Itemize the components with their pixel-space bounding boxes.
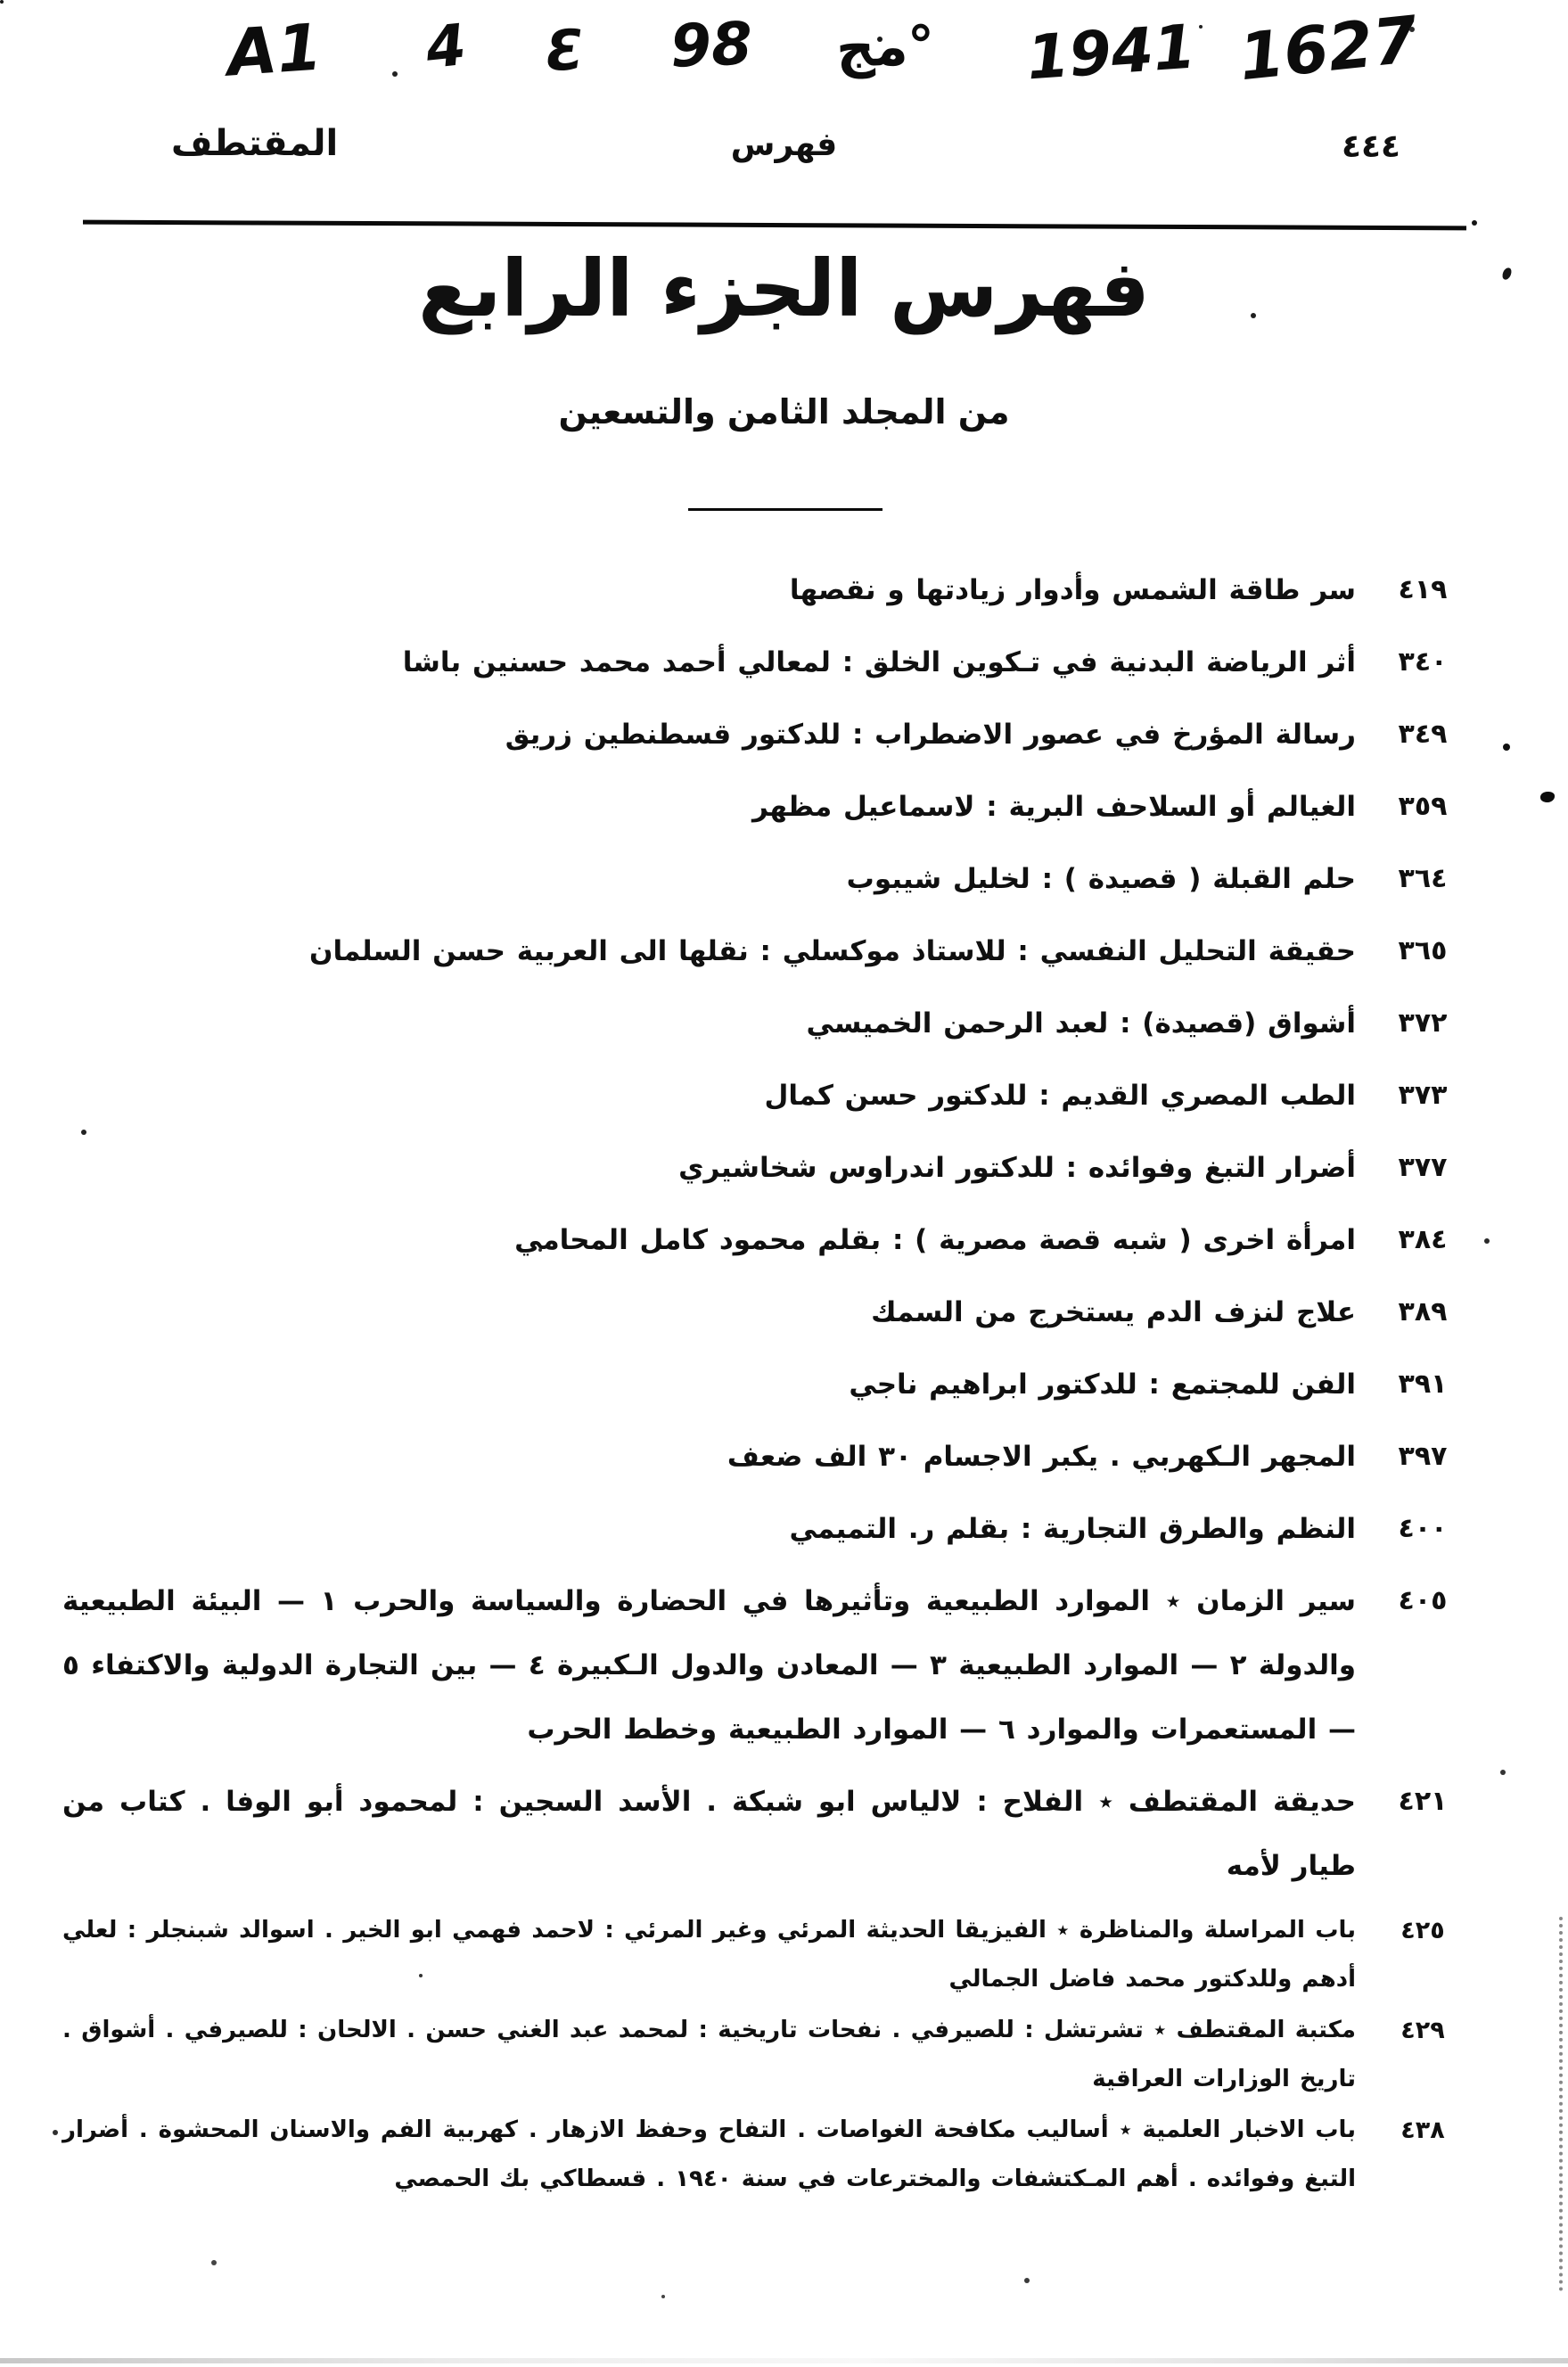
- scan-edge-artifact: [1559, 1917, 1563, 2291]
- table-of-contents: [62, 558, 1490, 2206]
- index-title: فهرس الجزء الرابع: [418, 242, 1150, 334]
- toc-entry-title: الغيالم أو السلاحف البرية : لاسماعيل مظهر: [752, 791, 1356, 823]
- toc-entry-title: سير الزمان ٭ الموارد الطبيعية وتأثيرها في الحضارة والسياسة والحرب ١ — البيئة الطبيعية والدولة ٢ — الموارد الطبيعية ٣ — المعادن والدول الـكبيرة ٤ — بين التجارة الدولية والاكتفاء ٥ — المستعمرات والموارد ٦ — الموارد الطبيعية وخطط الحرب: [62, 1585, 1356, 1746]
- toc-entry: [62, 1280, 1490, 1344]
- toc-entry-page-number: ٤٠٥: [1398, 1585, 1448, 1616]
- toc-entry-page-number: ٣٧٧: [1398, 1152, 1448, 1183]
- handwritten-item: A1: [225, 9, 324, 91]
- toc-entry: [62, 1906, 1490, 2004]
- toc-entry-page-number: ٤٢١: [1398, 1786, 1448, 1817]
- toc-entry: [62, 2006, 1490, 2104]
- toc-entry-page-number: ٣٧٣: [1398, 1080, 1448, 1111]
- toc-entry: [62, 1770, 1490, 1898]
- toc-entry-title: سر طاقة الشمس وأدوار زيادتها و نقصها: [789, 574, 1356, 606]
- toc-entry-page-number: ٣٤٠: [1398, 646, 1448, 678]
- toc-entry-title: مكتبة المقتطف ٭ تشرتشل : للصيرفي . نفحات تاريخية : لمحمد عبد الغني حسن . الالحان : للصيرفي . أشواق . تاريخ الوزارات العراقية: [62, 2017, 1356, 2092]
- header-rule: [83, 220, 1466, 231]
- toc-entry: [62, 703, 1490, 767]
- handwritten-item: مج°: [834, 14, 936, 80]
- toc-entry-title: باب المراسلة والمناظرة ٭ الفيزيقا الحديثة المرئي وغير المرئي : لاحمد فهمي ابو الخير . اسوالد شبنجلر : لعلي أدهم وللدكتور محمد فاضل الجمالي: [62, 1917, 1356, 1993]
- toc-entry-title: رسالة المؤرخ في عصور الاضطراب : للدكتور قسطنطين زريق: [505, 719, 1356, 751]
- toc-entry: [62, 1569, 1490, 1762]
- handwritten-item: 4: [423, 12, 470, 83]
- toc-entry-page-number: ٤١٩: [1398, 574, 1448, 605]
- toc-entry: [62, 1352, 1490, 1417]
- toc-entry-page-number: ٣٧٢: [1398, 1007, 1448, 1039]
- toc-entry-title: الطب المصري القديم : للدكتور حسن كمال: [764, 1080, 1356, 1112]
- toc-entry-title: أضرار التبغ وفوائده : للدكتور اندراوس شخاشيري: [678, 1152, 1356, 1184]
- toc-entry-page-number: ٣٦٥: [1398, 935, 1448, 966]
- header-page-number: ٤٤٤: [1342, 128, 1400, 165]
- toc-entry-title: أثر الرياضة البدنية في تـكوين الخلق : لمعالي أحمد محمد حسنين باشا: [402, 646, 1356, 678]
- toc-entry-page-number: ٣٤٩: [1398, 719, 1448, 750]
- journal-name: المقتطف: [171, 123, 339, 164]
- handwritten-item: 98: [669, 9, 754, 81]
- toc-entry-page-number: ٣٨٤: [1398, 1224, 1448, 1255]
- toc-entry: [62, 1208, 1490, 1272]
- toc-entry-title: امرأة اخرى ( شبه قصة مصرية ) : بقلم محمود كامل المحامي: [514, 1224, 1356, 1256]
- toc-entry-title: النظم والطرق التجارية : بقلم ر. التميمي: [789, 1513, 1356, 1545]
- toc-entry-page-number: ٤٣٨: [1400, 2116, 1445, 2144]
- toc-entry-title: الفن للمجتمع : للدكتور ابراهيم ناجي: [849, 1368, 1356, 1401]
- toc-entry: [62, 1064, 1490, 1128]
- toc-entry-title: حقيقة التحليل النفسي : للاستاذ موكسلي : نقلها الى العربية حسن السلمان: [308, 935, 1356, 967]
- toc-entry: [62, 558, 1490, 622]
- handwritten-item: Ɛ: [544, 16, 587, 85]
- toc-entry-page-number: ٤٢٩: [1400, 2017, 1445, 2044]
- toc-entry-page-number: ٣٩١: [1398, 1368, 1448, 1400]
- toc-entry: [62, 1425, 1490, 1489]
- index-subtitle: من المجلد الثامن والتسعين: [558, 392, 1010, 431]
- toc-entry: [62, 919, 1490, 983]
- toc-entry-title: أشواق (قصيدة) : لعبد الرحمن الخميسي: [806, 1007, 1356, 1040]
- toc-entry-title: المجهر الـكهربي . يكبر الاجسام ٣٠ الف ضعف: [727, 1441, 1356, 1473]
- toc-entry: [62, 2106, 1490, 2204]
- toc-entry-page-number: ٣٨٩: [1398, 1296, 1448, 1327]
- toc-entry: [62, 775, 1490, 839]
- toc-entry-page-number: ٣٦٤: [1398, 863, 1448, 894]
- handwritten-item: 1941: [1024, 12, 1198, 95]
- toc-entry: [62, 1497, 1490, 1561]
- running-header: [0, 123, 1568, 177]
- toc-entry: [62, 847, 1490, 911]
- toc-entry-title: علاج لنزف الدم يستخرج من السمك: [871, 1296, 1356, 1328]
- handwritten-item: 1627: [1236, 1, 1422, 95]
- handwritten-annotation: [0, 0, 1568, 116]
- toc-entry-title: حلم القبلة ( قصيدة ) : لخليل شيبوب: [846, 863, 1356, 895]
- toc-entry-page-number: ٣٩٧: [1398, 1441, 1448, 1472]
- toc-entry-title: حديقة المقتطف ٭ الفلاح : لالياس ابو شبكة . الأسد السجين : لمحمود أبو الوفا . كتاب من طيار لأمه: [62, 1786, 1356, 1882]
- toc-entry-page-number: ٤٢٥: [1400, 1917, 1445, 1944]
- scan-edge-artifact: [0, 2358, 1568, 2363]
- toc-entry: [62, 991, 1490, 1056]
- scan-noise-specks: [0, 0, 4, 4]
- toc-entry-title: باب الاخبار العلمية ٭ أساليب مكافحة الغواصات . التفاح وحفظ الازهار . كهربية الفم والاسنان المحشوة . أضرار التبغ وفوائده . أهم المـكتشفات والمخترعات في سنة ١٩٤٠ . قسطاكي بك الحمصي: [62, 2116, 1356, 2192]
- scan-ink-blob: [1540, 792, 1555, 802]
- toc-entry: [62, 630, 1490, 694]
- toc-entry: [62, 1136, 1490, 1200]
- title-divider: [688, 508, 883, 511]
- toc-entry-page-number: ٤٠٠: [1398, 1513, 1448, 1544]
- header-section-label: فهرس: [730, 127, 838, 163]
- toc-entry-page-number: ٣٥٩: [1398, 791, 1448, 822]
